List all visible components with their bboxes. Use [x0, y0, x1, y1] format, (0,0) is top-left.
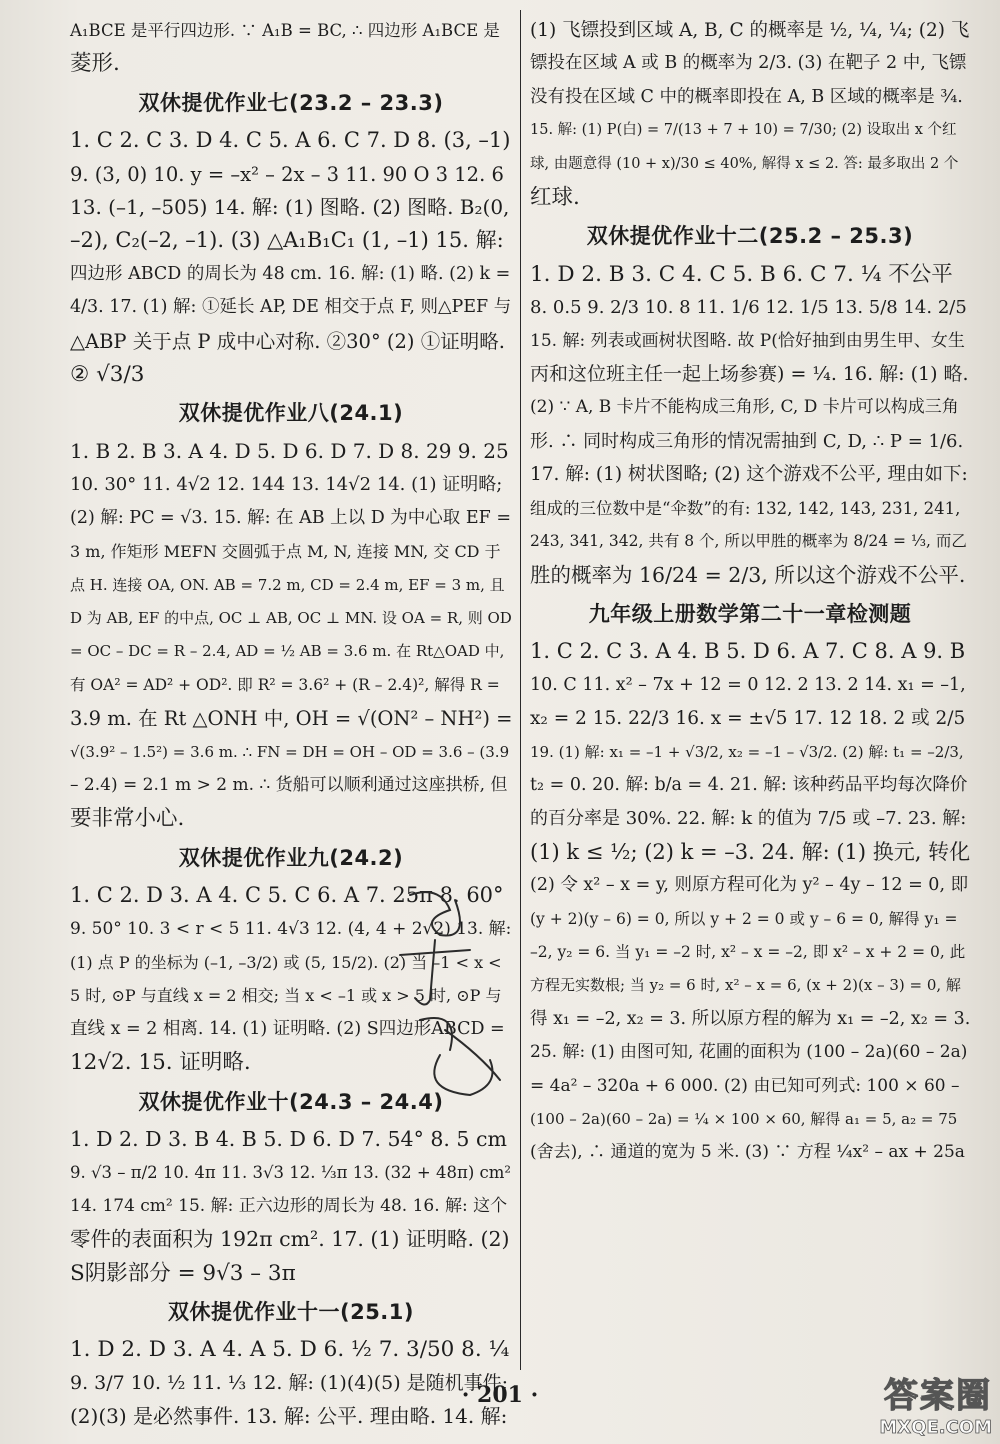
- answer-line: 点 H. 连接 OA, ON. AB = 7.2 m, CD = 2.4 m, EF = 3 m, 且: [70, 575, 505, 594]
- page-number: · 201 ·: [461, 1382, 539, 1408]
- answer-line: 10. C 11. x² – 7x + 12 = 0 12. 2 13. 2 14. x₁ = –1,: [530, 674, 966, 695]
- watermark-logo: [842, 1368, 992, 1438]
- answer-line: S阴影部分 = 9√3 – 3π: [70, 1260, 296, 1286]
- answer-line: A₁BCE 是平行四边形. ∵ A₁B = BC, ∴ 四边形 A₁BCE 是: [70, 21, 500, 40]
- answer-line: 9. (3, 0) 10. y = –x² – 2x – 3 11. 90 O 3 12. 6: [70, 162, 504, 186]
- answer-line: 9. 50° 10. 3 < r < 5 11. 4√3 12. (4, 4 + 2√2) 13. 解:: [70, 918, 512, 939]
- answer-line: 组成的三位数中是“伞数”的有: 132, 142, 143, 231, 241,: [530, 498, 961, 518]
- answer-line: (1) 飞镖投到区域 A, B, C 的概率是 ½, ¼, ¼; (2) 飞: [530, 20, 970, 41]
- answer-line: –2), C₂(–2, –1). (3) △A₁B₁C₁ (1, –1) 15. 解:: [70, 228, 504, 253]
- answer-line: (y + 2)(y – 6) = 0, 所以 y + 2 = 0 或 y – 6 = 0, 解得 y₁ =: [530, 909, 958, 928]
- answer-line: 直线 x = 2 相离. 14. (1) 证明略. (2) S四边形ABCD =: [70, 1018, 505, 1039]
- answer-line: 25. 解: (1) 由图可知, 花圃的面积为 (100 – 2a)(60 – 2a): [530, 1042, 968, 1063]
- watermark-title: 答案圈: [884, 1376, 992, 1416]
- answer-line: △ABP 关于点 P 成中心对称. ②30° (2) ①证明略.: [70, 329, 505, 353]
- answer-line: 13. (–1, –505) 14. 解: (1) 图略. (2) 图略. B₂(0,: [70, 195, 510, 220]
- left-column: [70, 14, 512, 1434]
- answer-line: 形. ∴ 同时构成三角形的情况需抽到 C, D, ∴ P = 1/6.: [530, 430, 964, 452]
- answer-line: 10. 30° 11. 4√2 12. 144 13. 14√2 14. (1) 证明略;: [70, 474, 503, 496]
- answer-line: 4/3. 17. (1) 解: ①延长 AP, DE 相交于点 F, 则△PEF 与: [70, 297, 512, 318]
- section-heading: 双休提优作业十一(25.1): [167, 1300, 414, 1325]
- handwritten-scribble: [380, 880, 520, 1110]
- answer-line: 丙和这位班主任一起上场参赛) = ¼. 16. 解: (1) 略.: [530, 363, 969, 386]
- answer-line: (舍去), ∴ 通道的宽为 5 米. (3) ∵ 方程 ¼x² – ax + 25a: [530, 1142, 965, 1163]
- answer-line: 9. 3/7 10. ½ 11. ⅓ 12. 解: (1)(4)(5) 是随机事件;: [70, 1371, 509, 1394]
- answer-line: 四边形 ABCD 的周长为 48 cm. 16. 解: (1) 略. (2) k =: [70, 263, 511, 284]
- section-heading: 九年级上册数学第二十一章检测题: [588, 601, 912, 626]
- answer-line: 红球.: [530, 185, 580, 211]
- answer-line: t₂ = 0. 20. 解: b/a = 4. 21. 解: 该种药品平均每次降价: [530, 774, 968, 795]
- answer-line: 1. B 2. B 3. A 4. D 5. D 6. D 7. D 8. 29 9. 25: [70, 438, 509, 463]
- answer-line: = 4a² – 320a + 6 000. (2) 由已知可列式: 100 × 60 –: [530, 1075, 960, 1096]
- answer-line: 的百分率是 30%. 22. 解: k 的值为 7/5 或 –7. 23. 解:: [530, 808, 967, 830]
- column-divider: [520, 10, 521, 1370]
- answer-line: 零件的表面积为 192π cm². 17. (1) 证明略. (2): [70, 1227, 510, 1252]
- right-column: [530, 14, 970, 1170]
- section-heading: 双休提优作业十(24.3 – 24.4): [138, 1089, 444, 1114]
- answer-line: 1. C 2. C 3. D 4. C 5. A 6. C 7. D 8. (3, –1): [70, 128, 511, 153]
- answer-line: 1. D 2. D 3. B 4. B 5. D 6. D 7. 54° 8. 5 cm: [70, 1127, 507, 1151]
- answer-line: 5 时, ⊙P 与直线 x = 2 相交; 当 x < –1 或 x > 5 时, ⊙P 与: [70, 986, 502, 1006]
- answer-line: 8. 0.5 9. 2/3 10. 8 11. 1/6 12. 1/5 13. 5/8 14. 2/5: [530, 297, 967, 319]
- answer-line: 15. 解: 列表或画树状图略. 故 P(恰好抽到由男生甲、女生: [530, 330, 965, 351]
- answer-line: 镖投在区域 A 或 B 的概率为 2/3. (3) 在靶子 2 中, 飞镖: [530, 53, 967, 74]
- answer-line: 1. C 2. C 3. A 4. B 5. D 6. A 7. C 8. A 9. B: [530, 639, 966, 664]
- answer-line: 9. √3 – π/2 10. 4π 11. 3√3 12. ⅓π 13. (32 + 48π) cm²: [70, 1163, 512, 1183]
- section-heading: 双休提优作业九(24.2): [178, 845, 404, 870]
- answer-line: (2) 令 x² – x = y, 则原方程可化为 y² – 4y – 12 = 0, 即: [530, 875, 969, 896]
- answer-line: 要非常小心.: [70, 806, 185, 832]
- answer-line: 3.9 m. 在 Rt △ONH 中, OH = √(ON² – NH²) =: [70, 707, 513, 731]
- answer-line: x₂ = 2 15. 22/3 16. x = ±√5 17. 12 18. 2 或 2/5: [530, 708, 966, 730]
- answer-line: 方程无实数根; 当 y₂ = 6 时, x² – x = 6, (x + 2)(x – 3) = 0, 解: [530, 976, 961, 995]
- section-heading: 双休提优作业七(23.2 – 23.3): [138, 90, 444, 115]
- answer-line: 15. 解: (1) P(白) = 7/(13 + 7 + 10) = 7/30; (2) 设取出 x 个红: [530, 122, 957, 139]
- section-heading: 双休提优作业十二(25.2 – 25.3): [586, 224, 914, 249]
- answer-line: (1) k ≤ ½; (2) k = –3. 24. 解: (1) 换元, 转化: [530, 839, 971, 864]
- answer-line: –2, y₂ = 6. 当 y₁ = –2 时, x² – x = –2, 即 x² – x + 2 = 0, 此: [530, 942, 966, 961]
- answer-line: 3 m, 作矩形 MEFN 交圆弧于点 M, N, 连接 MN, 交 CD 于: [70, 542, 501, 562]
- answer-line: 19. (1) 解: x₁ = –1 + √3/2, x₂ = –1 – √3/2. (2) 解: t₁ = –2/3,: [530, 742, 964, 761]
- answer-line: (1) 点 P 的坐标为 (–1, –3/2) 或 (5, 15/2). (2) 当 –1 < x <: [70, 952, 502, 972]
- answer-line: = OC – DC = R – 2.4, AD = ½ AB = 3.6 m. 在 Rt△OAD 中,: [70, 642, 505, 661]
- answer-line: ② √3/3: [70, 362, 145, 388]
- answer-line: 1. D 2. B 3. C 4. C 5. B 6. C 7. ¼ 不公平: [530, 261, 953, 287]
- answer-line: (2)(3) 是必然事件. 13. 解: 公平. 理由略. 14. 解:: [70, 1404, 508, 1429]
- answer-line: 有 OA² = AD² + OD². 即 R² = 3.6² + (R – 2.4)², 解得 R =: [70, 675, 500, 694]
- answer-line: (2) ∵ A, B 卡片不能构成三角形, C, D 卡片可以构成三角: [530, 397, 959, 418]
- answer-line: 菱形.: [70, 51, 120, 77]
- answer-line: 胜的概率为 16/24 = 2/3, 所以这个游戏不公平.: [530, 562, 966, 587]
- answer-line: 243, 341, 342, 共有 8 个, 所以甲胜的概率为 8/24 = ⅓, 而乙: [530, 532, 967, 551]
- answer-line: 球, 由题意得 (10 + x)/30 ≤ 40%, 解得 x ≤ 2. 答: 最多取出 2 个: [530, 155, 959, 172]
- watermark-url: MXQE.COM: [879, 1417, 992, 1438]
- answer-line: – 2.4) = 2.1 m > 2 m. ∴ 货船可以顺利通过这座拱桥, 但: [70, 774, 508, 795]
- answer-line: √(3.9² – 1.5²) = 3.6 m. ∴ FN = DH = OH – OD = 3.6 – (3.9: [70, 742, 510, 761]
- answer-line: 1. D 2. D 3. A 4. A 5. D 6. ½ 7. 3/50 8. ¼: [70, 1337, 510, 1363]
- answer-line: (100 – 2a)(60 – 2a) = ¼ × 100 × 60, 解得 a₁ = 5, a₂ = 75: [530, 1110, 958, 1128]
- answer-line: 没有投在区域 C 中的概率即投在 A, B 区域的概率是 ¾.: [530, 86, 963, 107]
- answer-line: 1. C 2. D 3. A 4. C 5. C 6. A 7. 25π 8. 60°: [70, 883, 504, 908]
- answer-line: 12√2. 15. 证明略.: [70, 1050, 251, 1076]
- answer-line: (2) 解: PC = √3. 15. 解: 在 AB 上以 D 为中心取 EF =: [70, 507, 512, 528]
- answer-line: 17. 解: (1) 树状图略; (2) 这个游戏不公平, 理由如下:: [530, 464, 968, 486]
- section-heading: 双休提优作业八(24.1): [178, 401, 404, 426]
- answer-line: D 为 AB, EF 的中点, OC ⊥ AB, OC ⊥ MN. 设 OA = R, 则 OD: [70, 608, 512, 627]
- answer-line: 得 x₁ = –2, x₂ = 3. 所以原方程的解为 x₁ = –2, x₂ = 3.: [530, 1008, 971, 1029]
- answer-line: 14. 174 cm² 15. 解: 正六边形的周长为 48. 16. 解: 这个: [70, 1195, 508, 1216]
